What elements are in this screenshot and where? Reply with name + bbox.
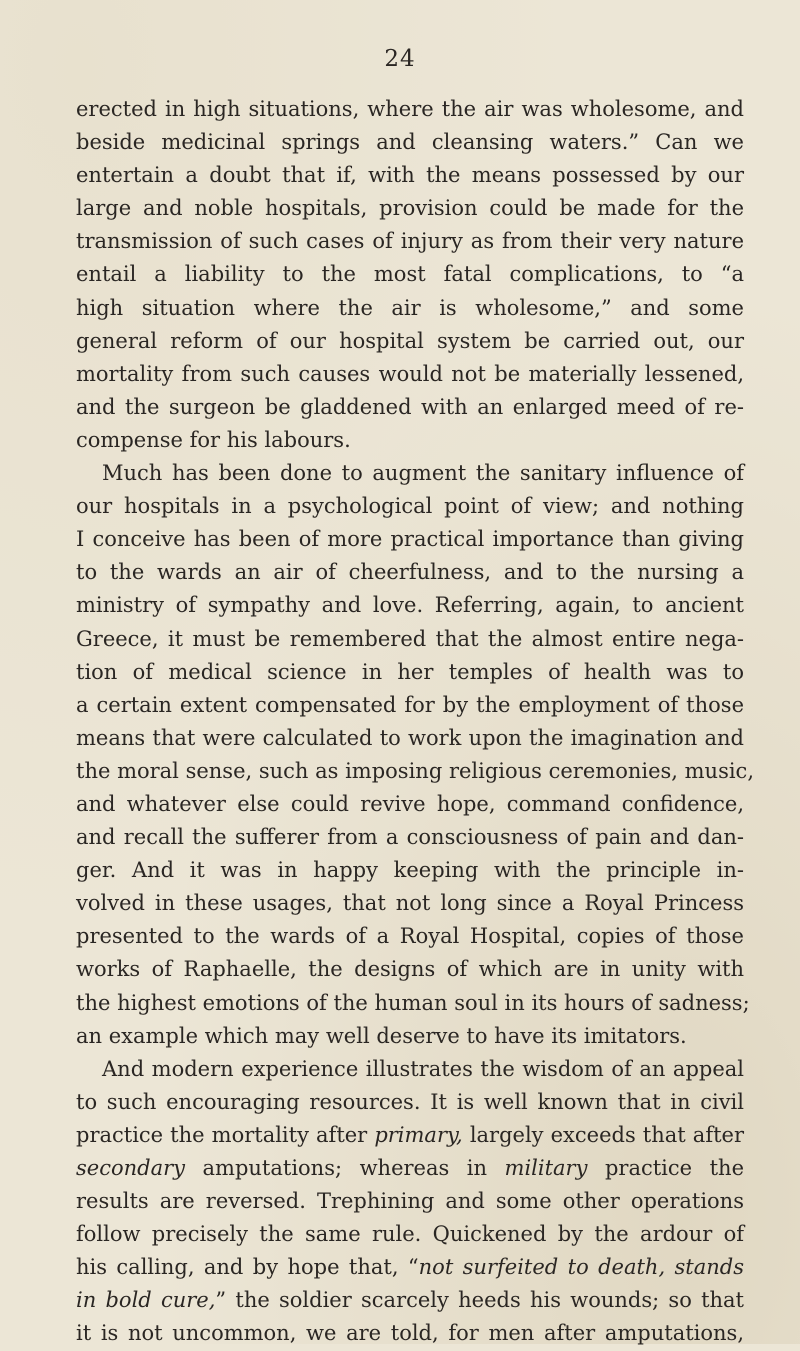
text-line — [76, 1284, 744, 1317]
text-line: And modern experience illustrates the wisdom of an appeal — [102, 1056, 744, 1081]
text-line: the moral sense, such as imposing religious ceremonies, music, — [76, 758, 754, 783]
text-line: erected in high situations, where the air was wholesome, and — [76, 97, 744, 121]
text-line: works of Raphaelle, the designs of which are in unity with — [76, 957, 744, 982]
text-run: practice the — [587, 1156, 744, 1180]
text-line: transmission of such cases of injury as from their very nature — [76, 229, 744, 254]
text-line: the highest emotions of the human soul in its hours of sadness; — [76, 990, 750, 1015]
text-line: entail a liability to the most fatal complications, to “a — [76, 262, 744, 287]
text-line: it is not uncommon, we are told, for men after amputations, — [76, 1321, 744, 1346]
text-line — [76, 1119, 744, 1152]
italic-run: in bold cure, — [76, 1288, 216, 1313]
text-run: his calling, and by hope that, “ — [76, 1255, 419, 1280]
text-line: means that were calculated to work upon the imagination and — [76, 725, 744, 750]
italic-run: primary, — [374, 1122, 463, 1147]
italic-run: not surfeited to death, stands — [418, 1255, 745, 1280]
text-line: and recall the sufferer from a consciousness of pain and dan- — [76, 825, 744, 850]
text-line: general reform of our hospital system be carried out, our — [76, 328, 744, 353]
text-line: mortality from such causes would not be materially lessened, — [76, 361, 744, 386]
text-line: an example which may well deserve to have its imitators. — [76, 1023, 687, 1048]
text-line: follow precisely the same rule. Quickened by the ardour of — [76, 1222, 744, 1247]
text-line: a certain extent compensated for by the employment of those — [76, 692, 744, 717]
text-line: and whatever else could revive hope, command confidence, — [76, 791, 744, 816]
text-line — [76, 1251, 744, 1284]
paragraph-2 — [76, 457, 754, 1053]
text-line: results are reversed. Trephining and some other operations — [76, 1189, 744, 1214]
text-run: ” the soldier scarcely heeds his wounds; so that — [215, 1288, 744, 1313]
italic-run: military — [504, 1156, 588, 1180]
text-line: Greece, it must be remembered that the almost entire nega- — [76, 626, 744, 651]
text-line: high situation where the air is wholesome,” and some — [76, 295, 744, 320]
text-run: amputations; whereas in — [185, 1156, 505, 1180]
text-line: and the surgeon be gladdened with an enlarged meed of re- — [76, 394, 744, 419]
text-line: tion of medical science in her temples of health was to — [76, 659, 744, 684]
text-line — [76, 1152, 744, 1185]
text-line: ministry of sympathy and love. Referring, again, to ancient — [76, 593, 744, 618]
text-run: practice the mortality after — [76, 1122, 375, 1147]
text-line: to such encouraging resources. It is well known that in civil — [76, 1089, 744, 1114]
paragraph-1 — [76, 93, 744, 457]
text-line: volved in these usages, that not long since a Royal Princess — [76, 891, 744, 916]
text-line: compense for his labours. — [76, 427, 351, 452]
text-line: beside medicinal springs and cleansing waters.” Can we — [76, 130, 744, 155]
text-line: entertain a doubt that if, with the means possessed by our — [76, 163, 744, 188]
text-line: presented to the wards of a Royal Hospital, copies of those — [76, 924, 744, 949]
italic-run: secondary — [76, 1156, 185, 1180]
text-line: I conceive has been of more practical importance than giving — [76, 527, 744, 552]
paragraph-3 — [76, 1053, 744, 1351]
text-line: large and noble hospitals, provision could be made for the — [76, 196, 744, 221]
text-line: to the wards an air of cheerfulness, and to the nursing a — [76, 560, 744, 585]
text-line: our hospitals in a psychological point of view; and nothing — [76, 494, 744, 519]
text-line: Much has been done to augment the sanitary influence of — [102, 461, 744, 486]
text-line: ger. And it was in happy keeping with the principle in- — [76, 858, 744, 883]
body-text — [76, 93, 754, 1351]
text-run: largely exceeds that after — [462, 1122, 745, 1147]
page-number: 24 — [384, 46, 416, 72]
